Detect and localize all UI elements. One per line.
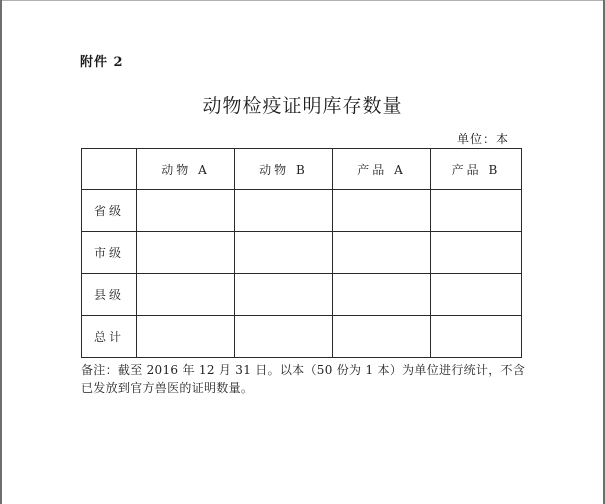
table-cell	[235, 190, 333, 232]
column-header: 动物 A	[137, 149, 235, 190]
row-header: 省级	[82, 190, 137, 232]
column-header: 产品 A	[333, 149, 431, 190]
table-cell	[431, 232, 522, 274]
table-cell	[137, 316, 235, 358]
row-header: 县级	[82, 274, 137, 316]
table-cell	[137, 274, 235, 316]
row-header: 市级	[82, 232, 137, 274]
table-cell	[333, 190, 431, 232]
row-header: 总计	[82, 316, 137, 358]
column-header: 动物 B	[235, 149, 333, 190]
table-cell	[235, 316, 333, 358]
inventory-table	[81, 148, 522, 358]
table-cell	[431, 316, 522, 358]
page-left-border	[0, 0, 2, 504]
table-row	[82, 232, 522, 274]
table-cell	[235, 232, 333, 274]
table-row	[82, 190, 522, 232]
attachment-label: 附件 2	[80, 55, 124, 70]
column-header: 产品 B	[431, 149, 522, 190]
table-cell	[333, 232, 431, 274]
footnote	[81, 361, 526, 397]
footnote-line: 已发放到官方兽医的证明数量。	[81, 381, 254, 395]
table-cell	[137, 232, 235, 274]
table-cell	[431, 274, 522, 316]
document-title: 动物检疫证明库存数量	[202, 95, 403, 117]
table-cell	[235, 274, 333, 316]
footnote-line: 备注：截至 2016 年 12 月 31 日。以本（50 份为 1 本）为单位进行统计，不含	[81, 363, 526, 377]
table-corner-cell	[82, 149, 137, 190]
table-row	[82, 274, 522, 316]
table-cell	[333, 316, 431, 358]
table-cell	[137, 190, 235, 232]
page-top-border	[0, 0, 605, 1]
table-cell	[333, 274, 431, 316]
table-row	[82, 316, 522, 358]
unit-label: 单位：本	[456, 132, 509, 146]
table-header-row	[82, 149, 522, 190]
table-cell	[431, 190, 522, 232]
